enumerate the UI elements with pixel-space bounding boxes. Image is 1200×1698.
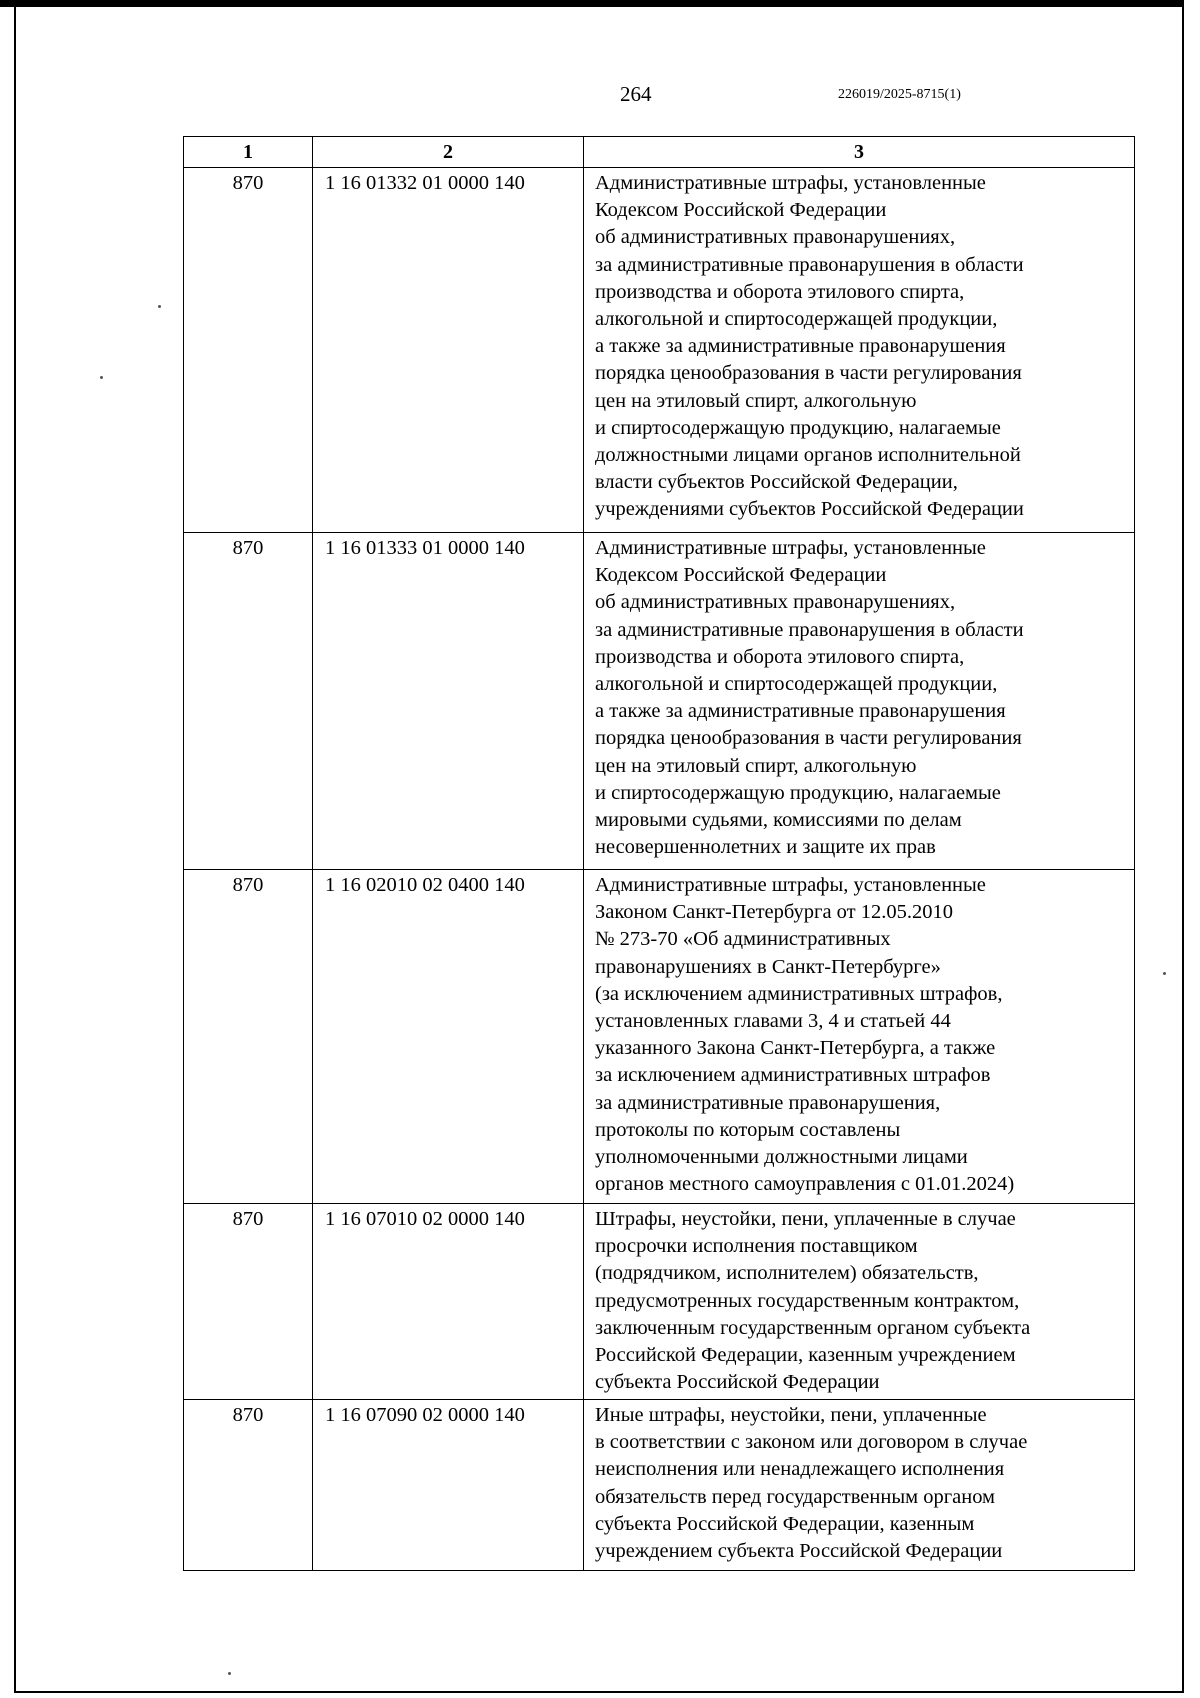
description-cell: Административные штрафы, установленные Кодексом Российской Федерации об административных правонарушениях, за административные правонарушения в области производства и оборота этилового спирта, алкогольной и спиртосодержащей продукции, а также за административные правонарушения порядка ценообразования в части регулирования цен на этиловый спирт, алкогольную и спиртосодержащую продукцию, налагаемые мировыми судьями, комиссиями по делам несовершеннолетних и защите их прав (595, 537, 1024, 859)
scan-corner-mark (0, 0, 80, 7)
description-cell: Иные штрафы, неустойки, пени, уплаченные в соответствии с законом или договором в случае неисполнения или ненадлежащего исполнения обязательств перед государственным органом субъекта Российской Федерации, казенным учреждением субъекта Российской Федерации (595, 1404, 1028, 1563)
description-cell: Штрафы, неустойки, пени, уплаченные в случае просрочки исполнения поставщиком (подрядчиком, исполнителем) обязательств, предусмотренных государственным контрактом, заключенным государственным органом субъекта Российской Федерации, казенным учреждением субъекта Российской Федерации (595, 1208, 1031, 1394)
scan-speck (158, 305, 161, 308)
table-row (183, 870, 1135, 1204)
admin-code-cell: 870 (184, 1204, 313, 1399)
kbk-code-cell: 1 16 01333 01 0000 140 (313, 533, 584, 869)
revenue-codes-table (183, 136, 1135, 1571)
table-row (183, 168, 1135, 533)
scan-speck (228, 1672, 231, 1675)
scan-speck (1163, 972, 1166, 975)
column-header-1: 1 (184, 137, 313, 167)
kbk-code-cell: 1 16 01332 01 0000 140 (313, 168, 584, 532)
description-cell: Административные штрафы, установленные Законом Санкт-Петербурга от 12.05.2010 № 273-70 «Об административных правонарушениях в Санкт-Петербурге» (за исключением административных штрафов, установленных главами 3, 4 и статьей 44 указанного Закона Санкт-Петербурга, а также за исключением административных штрафов за административные правонарушения, протоколы по которым составлены уполномоченными должностными лицами органов местного самоуправления с 01.01.2024) (595, 874, 1015, 1196)
page-number: 264 (620, 82, 652, 106)
kbk-code-cell: 1 16 07090 02 0000 140 (313, 1400, 584, 1570)
column-header-2: 2 (313, 137, 584, 167)
table-row (183, 533, 1135, 870)
admin-code-cell: 870 (184, 870, 313, 1203)
document-code: 226019/2025-8715(1) (838, 87, 961, 102)
admin-code-cell: 870 (184, 533, 313, 869)
column-header-3: 3 (854, 140, 864, 163)
table-row (183, 1400, 1135, 1571)
table-header-row (183, 136, 1135, 168)
description-cell: Административные штрафы, установленные Кодексом Российской Федерации об административных правонарушениях, за административные правонарушения в области производства и оборота этилового спирта, алкогольной и спиртосодержащей продукции, а также за административные правонарушения порядка ценообразования в части регулирования цен на этиловый спирт, алкогольную и спиртосодержащую продукцию, налагаемые должностными лицами органов исполнительной власти субъектов Российской Федерации, учреждениями субъектов Российской Федерации (595, 172, 1024, 521)
table-row (183, 1204, 1135, 1400)
scan-speck (100, 376, 103, 379)
admin-code-cell: 870 (184, 1400, 313, 1570)
kbk-code-cell: 1 16 07010 02 0000 140 (313, 1204, 584, 1399)
kbk-code-cell: 1 16 02010 02 0400 140 (313, 870, 584, 1203)
admin-code-cell: 870 (184, 168, 313, 532)
